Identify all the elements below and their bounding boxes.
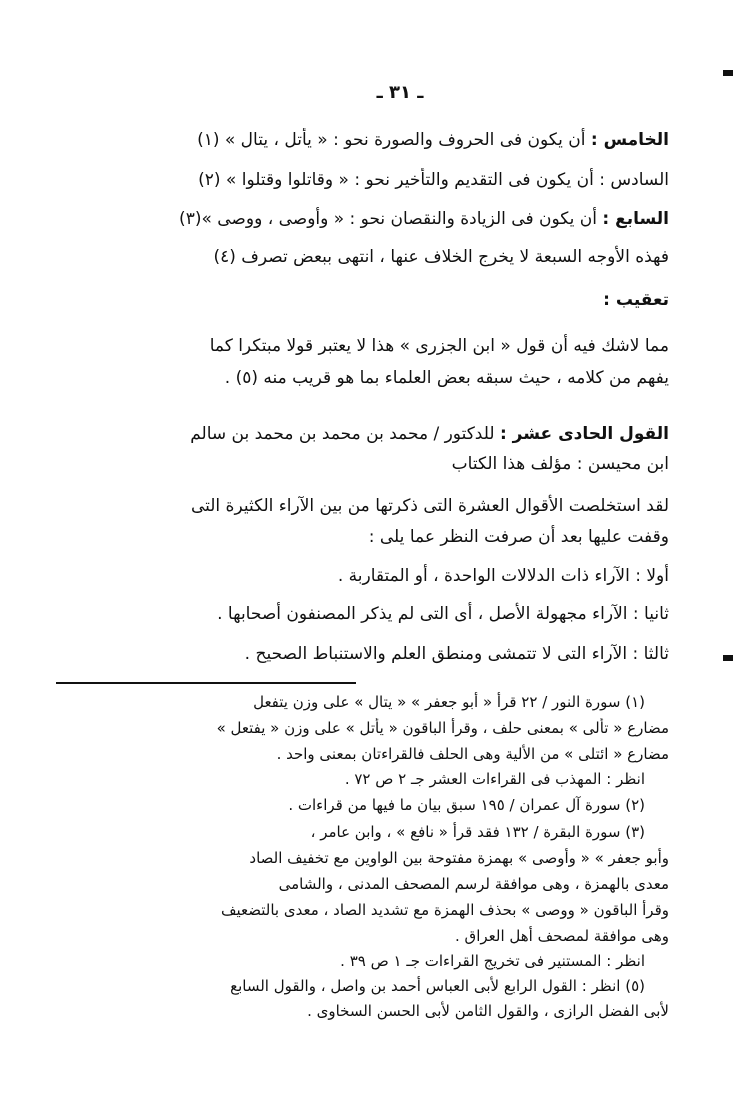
text-line: وقفت عليها بعد أن صرفت النظر عما يلى : — [368, 527, 669, 547]
scan-edge-mark — [723, 655, 733, 661]
footnote-line: (١) سورة النور / ٢٢ قرأ « أبو جعفر » « يتال » على وزن يتفعل — [253, 693, 645, 711]
text-line: أولا : الآراء ذات الدلالات الواحدة ، أو المتقاربة . — [337, 566, 669, 586]
text-line: السابع : أن يكون فى الزيادة والنقصان نحو : « وأوصى ، ووصى »(٣) — [179, 209, 669, 229]
footnote-line: لأبى الفضل الرازى ، والقول الثامن لأبى الحسن السخاوى . — [307, 1002, 669, 1020]
footnote-line: وقرأ الباقون « ووصى » بحذف الهمزة مع تشديد الصاد ، معدى بالتضعيف — [220, 901, 669, 919]
text-line: ثانيا : الآراء مجهولة الأصل ، أى التى لم يذكر المصنفون أصحابها . — [217, 604, 669, 624]
text-line: لقد استخلصت الأقوال العشرة التى ذكرتها من بين الآراء الكثيرة التى — [190, 496, 669, 516]
footnote-line: انظر : المستنير فى تخريج القراءات جـ ١ ص ٣٩ . — [340, 952, 645, 970]
footnote-line: مضارع « ائتلى » من الألية وهى الحلف فالقراءتان بمعنى واحد . — [276, 745, 669, 763]
footnote-line: (٥) انظر : القول الرابع لأبى العباس أحمد بن واصل ، والقول السابع — [230, 977, 645, 995]
footnote-line: (٣) سورة البقرة / ١٣٢ فقد قرأ « نافع » ، وابن عامر ، — [310, 823, 645, 841]
text-line: فهذه الأوجه السبعة لا يخرج الخلاف عنها ، انتهى ببعض تصرف (٤) — [213, 247, 669, 267]
text-line: السادس : أن يكون فى التقديم والتأخير نحو : « وقاتلوا وقتلوا » (٢) — [198, 170, 669, 190]
text-line: مما لاشك فيه أن قول « ابن الجزرى » هذا لا يعتبر قولا مبتكرا كما — [209, 336, 669, 356]
footnote-separator — [56, 682, 356, 684]
footnote-line: انظر : المهذب فى القراءات العشر جـ ٢ ص ٧٢ . — [344, 770, 645, 788]
footnote-line: وهى موافقة لمصحف أهل العراق . — [455, 927, 669, 945]
text-line: الخامس : أن يكون فى الحروف والصورة نحو : « يأتل ، يتال » (١) — [197, 130, 669, 150]
text-line: ابن محيسن : مؤلف هذا الكتاب — [451, 454, 669, 474]
scan-edge-mark — [723, 70, 733, 76]
page-number: ـ ٣١ ـ — [376, 82, 424, 103]
section-heading: تعقيب : — [603, 290, 669, 310]
footnote-line: وأبو جعفر » « وأوصى » بهمزة مفتوحة بين الواوين مع تخفيف الصاد — [249, 849, 669, 867]
footnote-line: مضارع « تألى » بمعنى حلف ، وقرأ الباقون « يأتل » على وزن « يفتعل » — [216, 719, 669, 737]
text-line: يفهم من كلامه ، حيث سبقه بعض العلماء بما هو قريب منه (٥) . — [224, 368, 669, 388]
text-line: القول الحادى عشر : للدكتور / محمد بن محمد بن محمد بن سالم — [190, 424, 669, 444]
footnote-line: معدى بالهمزة ، وهى موافقة لرسم المصحف المدنى ، والشامى — [278, 875, 669, 893]
text-line: ثالثا : الآراء التى لا تتمشى ومنطق العلم والاستنباط الصحيح . — [244, 644, 669, 664]
footnote-line: (٢) سورة آل عمران / ١٩٥ سبق بيان ما فيها من قراءات . — [288, 796, 645, 814]
